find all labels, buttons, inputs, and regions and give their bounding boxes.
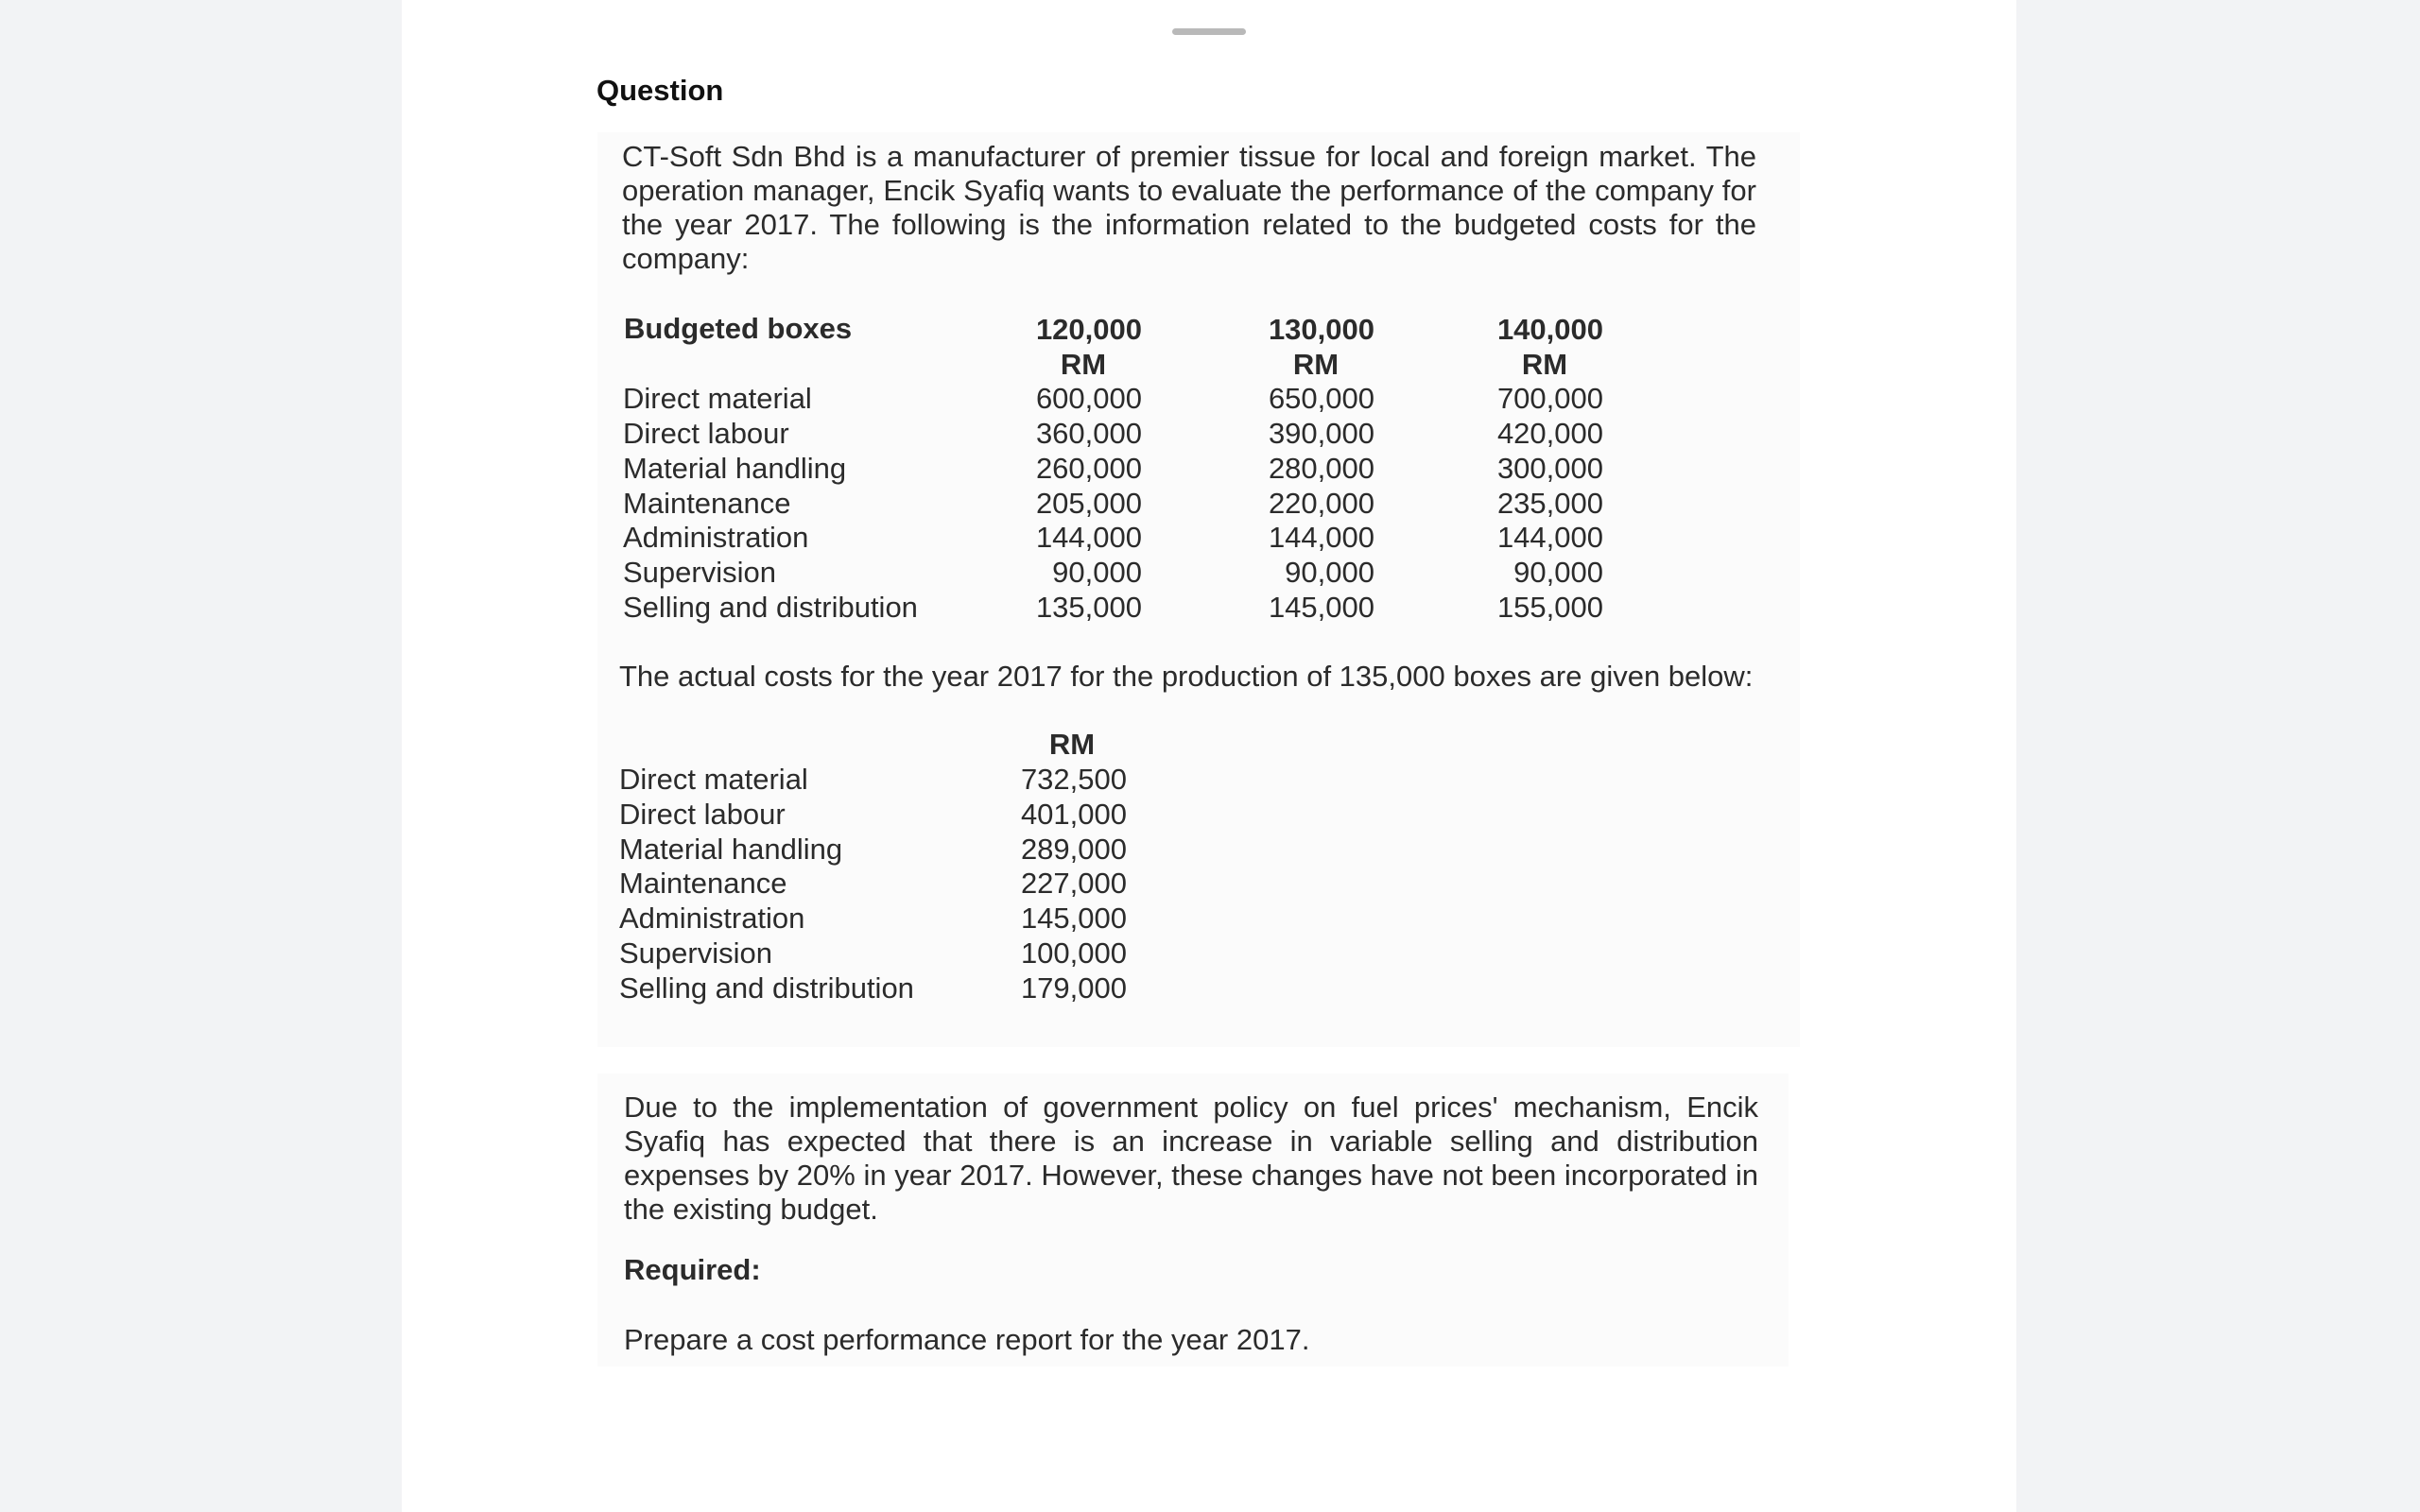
budget-row-value: 300,000	[1496, 452, 1603, 485]
budget-row-value: 90,000	[1285, 556, 1374, 589]
budget-row-label: Administration	[623, 521, 809, 554]
required-label: Required:	[624, 1253, 761, 1286]
question-image-costs	[597, 132, 1800, 1047]
budget-row-value: 650,000	[1268, 382, 1374, 415]
budget-row-value: 235,000	[1496, 487, 1603, 520]
budget-row-value: 144,000	[1035, 521, 1142, 554]
budget-row-label: Supervision	[623, 556, 776, 589]
actual-row-value: 289,000	[1020, 833, 1127, 866]
drag-handle[interactable]	[1172, 28, 1246, 35]
actual-unit: RM	[1048, 728, 1096, 761]
actual-row-value: 179,000	[1020, 971, 1127, 1005]
budget-header-label: Budgeted boxes	[624, 312, 853, 345]
budget-row-value: 260,000	[1035, 452, 1142, 485]
budget-col-1-boxes: 120,000	[1035, 313, 1142, 346]
actual-intro-paragraph: The actual costs for the year 2017 for the production of 135,000 boxes are given below:	[619, 660, 1754, 693]
actual-row-value: 401,000	[1020, 798, 1127, 831]
actual-row-label: Administration	[619, 902, 805, 935]
budget-col-3-boxes: 140,000	[1496, 313, 1603, 346]
question-heading: Question	[596, 74, 724, 107]
actual-row-label: Selling and distribution	[619, 971, 914, 1005]
budget-row-label: Maintenance	[623, 487, 791, 520]
actual-row-label: Maintenance	[619, 867, 787, 900]
actual-row-value: 227,000	[1020, 867, 1127, 900]
actual-row-value: 100,000	[1020, 936, 1127, 970]
budget-row-label: Direct material	[623, 382, 812, 415]
budget-row-value: 220,000	[1268, 487, 1374, 520]
actual-row-label: Material handling	[619, 833, 843, 866]
budget-row-value: 144,000	[1496, 521, 1603, 554]
budget-col-2-boxes: 130,000	[1268, 313, 1374, 346]
budget-row-value: 360,000	[1035, 417, 1142, 450]
budget-row-value: 420,000	[1496, 417, 1603, 450]
budget-row-value: 90,000	[1513, 556, 1603, 589]
actual-row-label: Direct labour	[619, 798, 786, 831]
budget-row-value: 145,000	[1268, 591, 1374, 624]
budget-col-1-unit: RM	[1060, 348, 1107, 381]
budget-row-label: Selling and distribution	[623, 591, 918, 624]
budget-row-value: 280,000	[1268, 452, 1374, 485]
budget-row-value: 390,000	[1268, 417, 1374, 450]
budget-row-value: 600,000	[1035, 382, 1142, 415]
budget-row-label: Direct labour	[623, 417, 789, 450]
intro-paragraph: CT-Soft Sdn Bhd is a manufacturer of premier tissue for local and foreign market. The operation manager, Encik Syafiq wants to evaluate the performance of the company for the year 2017. The following is the information related to the budgeted costs for the company:	[622, 140, 1756, 275]
budget-col-3-unit: RM	[1521, 348, 1568, 381]
budget-row-value: 700,000	[1496, 382, 1603, 415]
budget-row-value: 205,000	[1035, 487, 1142, 520]
actual-row-label: Supervision	[619, 936, 772, 970]
actual-row-value: 145,000	[1020, 902, 1127, 935]
budget-row-value: 90,000	[1052, 556, 1142, 589]
budget-row-value: 144,000	[1268, 521, 1374, 554]
budget-col-2-unit: RM	[1292, 348, 1340, 381]
budget-row-value: 135,000	[1035, 591, 1142, 624]
policy-paragraph: Due to the implementation of government policy on fuel prices' mechanism, Encik Syafiq has expected that there is an increase in variable selling and distribution expenses by 20% in year 2017. However, these changes have not been incorporated in the existing budget.	[624, 1091, 1758, 1226]
budget-row-value: 155,000	[1496, 591, 1603, 624]
actual-row-value: 732,500	[1020, 763, 1127, 796]
actual-row-label: Direct material	[619, 763, 808, 796]
question-image-requirement	[597, 1074, 1789, 1366]
budget-row-label: Material handling	[623, 452, 847, 485]
task-text: Prepare a cost performance report for the year 2017.	[624, 1323, 1310, 1356]
